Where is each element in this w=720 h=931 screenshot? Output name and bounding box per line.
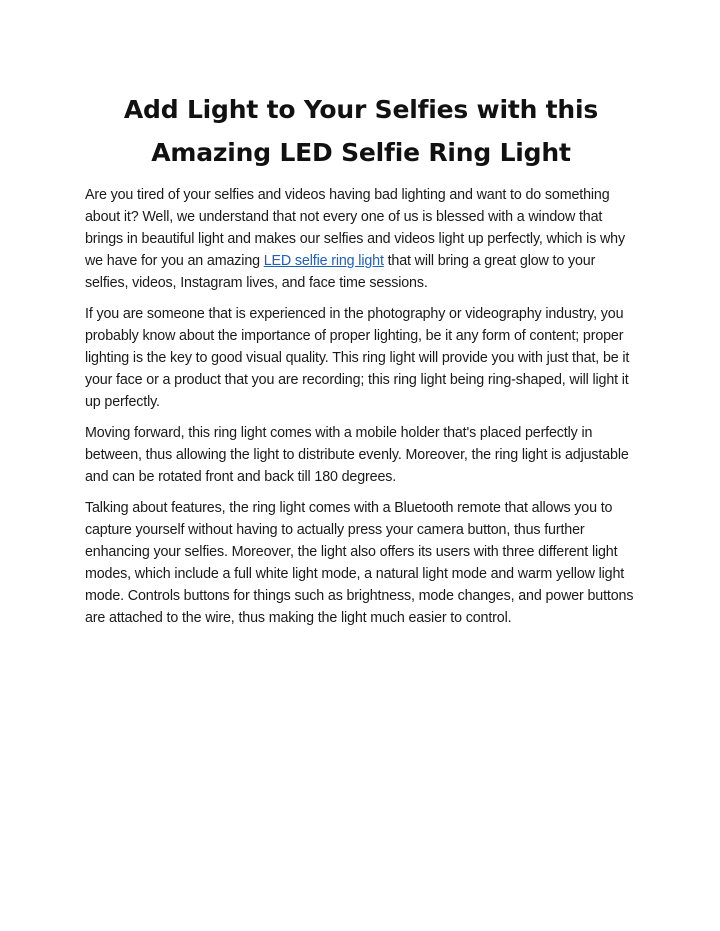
paragraph-features: Talking about features, the ring light comes with a Bluetooth remote that allows you to capture yourself without having to actually press your camera button, thus further enhancing your selfies. Moreover, the light also offers its users with three different light modes, which include a full white light mode, a natural light mode and warm yellow light mode. Controls buttons for things such as brightness, mode changes, and power buttons are attached to the wire, thus making the light much easier to control.	[85, 500, 634, 626]
title-line-1: Add Light to Your Selfies with this	[123, 95, 599, 124]
paragraph-mobile-holder: Moving forward, this ring light comes with a mobile holder that's placed perfectly in between, thus allowing the light to distribute evenly. Moreover, the ring light is adjustable and can be rotated front and back till 180 degrees.	[85, 425, 629, 485]
paragraph-intro	[85, 184, 637, 294]
led-selfie-ring-light-link[interactable]: LED selfie ring light	[263, 253, 384, 269]
paragraph-intro-text-after-link: that will bring a great glow to your selfies, videos, Instagram lives, and face time sessions.	[85, 253, 596, 291]
paragraph-intro-text-before-link: Are you tired of your selfies and videos having bad lighting and want to do something about it? Well, we understand that not every one of us is blessed with a window that brings in beautiful light and makes our selfies and videos light up perfectly, which is why we have for you an amazing	[85, 187, 625, 269]
document-page	[85, 88, 637, 638]
page-title	[85, 88, 637, 174]
paragraph-lighting-importance: If you are someone that is experienced in the photography or videography industry, you probably know about the importance of proper lighting, be it any form of content; proper lighting is the key to good visual quality. This ring light will provide you with just that, be it your face or a product that you are recording; this ring light being ring-shaped, will light it up perfectly.	[85, 306, 630, 410]
title-line-2: Amazing LED Selfie Ring Light	[151, 138, 571, 167]
